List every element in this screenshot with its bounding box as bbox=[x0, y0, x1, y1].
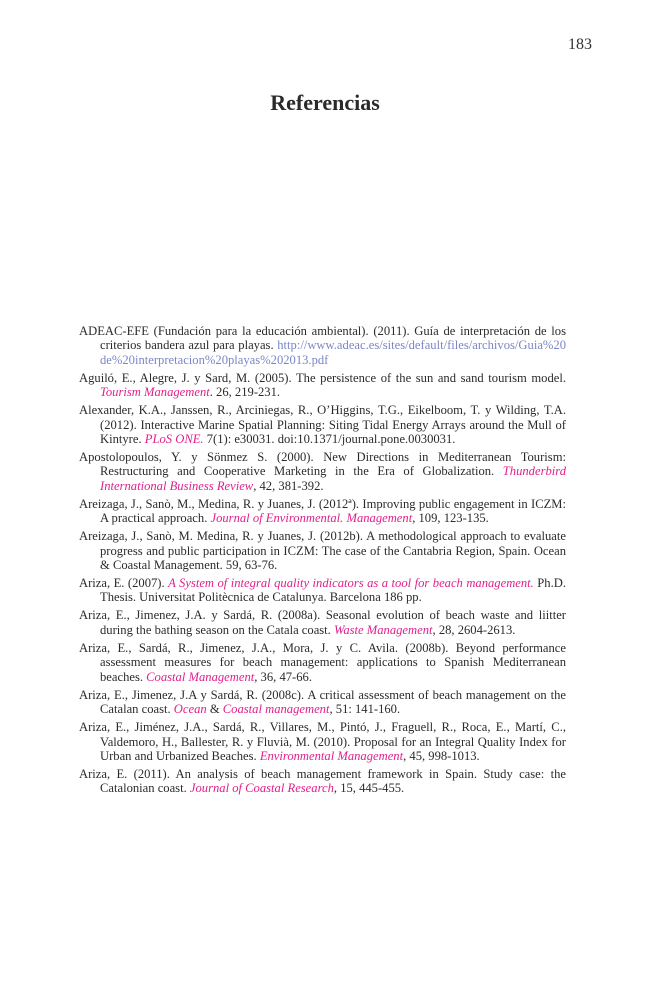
reference-source-title: Tourism Management bbox=[100, 385, 210, 400]
reference-entry bbox=[79, 576, 566, 605]
reference-entry bbox=[79, 529, 566, 572]
reference-text: Ariza, E., Jimenez, J.A y Sardá, R. (2008c). A critical assessment of beach management on the Catalan coast. bbox=[79, 687, 566, 717]
reference-entry bbox=[79, 497, 566, 526]
reference-text: Alexander, K.A., Janssen, R., Arciniegas, R., O’Higgins, T.G., Eikelboom, T. y Wilding, T.A. (2012). Interactive Marine Spatial Planning: Siting Tidal Energy Arrays around the Mull of Kintyre. bbox=[79, 403, 566, 447]
reference-text: 7(1): e30031. doi:10.1371/journal.pone.0030031. bbox=[203, 432, 456, 447]
reference-text: , 42, 381-392. bbox=[253, 478, 324, 493]
reference-source-title: Journal of Environmental. Management bbox=[210, 511, 413, 526]
reference-text: , 36, 47-66. bbox=[254, 669, 312, 684]
page-title: Referencias bbox=[270, 90, 380, 115]
reference-text: , 51: 141-160. bbox=[329, 702, 401, 717]
reference-source-title: Coastal management bbox=[222, 702, 330, 717]
reference-text: Areizaga, J., Sanò, M., Medina, R. y Juanes, J. (2012ª). Improving public engagement in ICZM: A practical approach. bbox=[79, 496, 566, 526]
reference-text: , 45, 998-1013. bbox=[403, 748, 480, 763]
reference-text: Ariza, E., Jiménez, J.A., Sardá, R., Villares, M., Pintó, J., Fraguell, R., Roca, E., Martí, C., Valdemoro, H., Ballester, R. y Fluvià, M. (2010). Proposal for an Integral Quality Index for Urban and Urbanized Beaches. bbox=[79, 720, 566, 763]
reference-text: Ph.D. Thesis. Universitat Politècnica de Catalunya. Barcelona 186 pp. bbox=[100, 576, 566, 605]
reference-source-title: Thunderbird International Business Review bbox=[100, 464, 566, 493]
reference-text: Ariza, E., Sardá, R., Jimenez, J.A., Mora, J. y C. Avila. (2008b). Beyond performance assessment measures for beach management: applications to Spanish Mediterranean beaches. bbox=[79, 640, 566, 684]
reference-text: Areizaga, J., Sanò, M. Medina, R. y Juanes, J. (2012b). A methodological approach to evaluate progress and public participation in ICZM: The case of the Cantabria Region, Spain. Ocean & Coastal Management. 59, 63-76. bbox=[79, 529, 566, 573]
reference-link[interactable]: http://www.adeac.es/sites/default/files/archivos/Guia%20de%20interpretacion%20playas%202013.pdf bbox=[100, 338, 566, 367]
reference-entry bbox=[79, 608, 566, 637]
reference-list bbox=[79, 324, 566, 799]
reference-text: Ariza, E. (2011). An analysis of beach management framework in Spain. Study case: the Catalonian coast. bbox=[79, 766, 566, 796]
reference-source-title: Ocean bbox=[173, 702, 207, 717]
reference-entry bbox=[79, 450, 566, 493]
reference-entry bbox=[79, 324, 566, 367]
reference-entry bbox=[79, 371, 566, 400]
reference-text: , 15, 445-455. bbox=[333, 781, 405, 796]
reference-text: Aguiló, E., Alegre, J. y Sard, M. (2005). The persistence of the sun and sand tourism model. bbox=[79, 370, 566, 385]
reference-entry bbox=[79, 641, 566, 684]
reference-text: . 26, 219-231. bbox=[209, 385, 281, 400]
reference-text: Ariza, E., Jimenez, J.A. y Sardá, R. (2008a). Seasonal evolution of beach waste and liitter during the bathing season on the Catala coast. bbox=[79, 608, 566, 637]
reference-source-title: Coastal Management bbox=[146, 669, 255, 684]
reference-text: Apostolopoulos, Y. y Sönmez S. (2000). New Directions in Mediterranean Tourism: Restructuring and Cooperative Marketing in the Era of Globalization. bbox=[79, 450, 566, 479]
reference-source-title: Journal of Coastal Research bbox=[189, 781, 334, 796]
reference-entry bbox=[79, 403, 566, 446]
reference-entry bbox=[79, 688, 566, 717]
reference-text: , 109, 123-135. bbox=[412, 511, 489, 526]
reference-entry bbox=[79, 720, 566, 763]
page-number: 183 bbox=[568, 36, 592, 53]
reference-text: Ariza, E. (2007). bbox=[79, 576, 169, 591]
reference-text: , 28, 2604-2613. bbox=[432, 622, 516, 637]
reference-source-title: PLoS ONE. bbox=[144, 432, 204, 447]
reference-entry bbox=[79, 767, 566, 796]
reference-source-title: Environmental Management bbox=[259, 748, 404, 763]
reference-source-title: A System of integral quality indicators as a tool for beach management. bbox=[168, 576, 534, 591]
reference-text: & bbox=[206, 702, 223, 717]
reference-text: ADEAC-EFE (Fundación para la educación ambiental). (2011). Guía de interpretación de los criterios bandera azul para playas. bbox=[79, 324, 566, 353]
reference-source-title: Waste Management bbox=[333, 622, 433, 637]
